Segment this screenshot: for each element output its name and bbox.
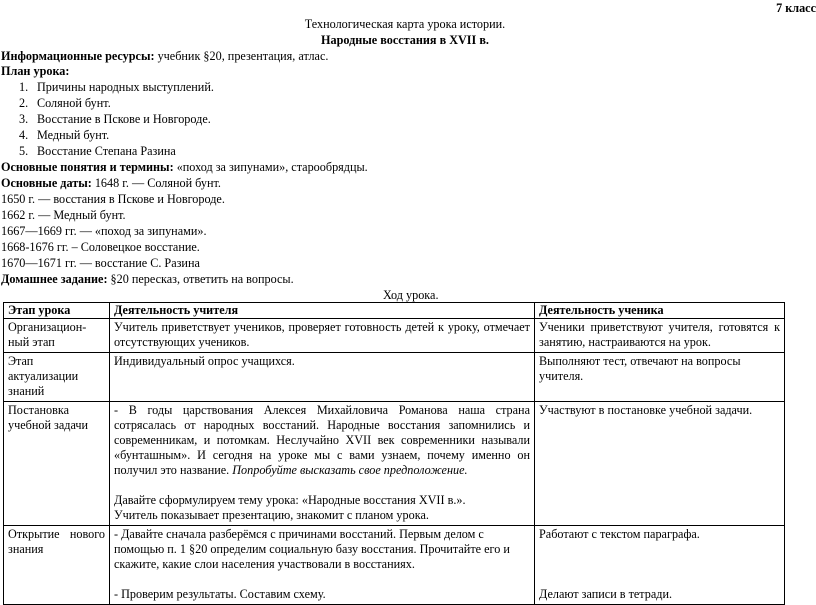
- teacher-text: - Давайте сначала разберёмся с причинами восстаний. Первым делом с помощью п. 1 §20 определим социальную базу восстания. Прочитайте его и скажите, какие слои населения участвовали в восстаниях.: [114, 527, 510, 571]
- concepts-line: [1, 160, 368, 175]
- student-cell: Ученики приветствуют учителя, готовятся к занятию, настраиваются на урок.: [535, 319, 785, 353]
- stage-cell: Организацион-ный этап: [4, 319, 110, 353]
- concepts-label: Основные понятия и термины:: [1, 160, 174, 174]
- plan-item-number: 3.: [19, 112, 29, 126]
- date-entry: 1662 г. — Медный бунт.: [1, 208, 126, 222]
- plan-item-text: Медный бунт.: [37, 128, 110, 142]
- dates-label: Основные даты:: [1, 176, 92, 190]
- plan-item: [19, 112, 28, 127]
- plan-item-text: Соляной бунт.: [37, 96, 111, 110]
- teacher-presentation-text: Учитель показывает презентацию, знакомит с планом урока.: [114, 508, 429, 522]
- table-row: [4, 526, 785, 605]
- date-entry: 1667—1669 гг. — «поход за зипунами».: [1, 224, 207, 238]
- stage-cell: Этап актуализации знаний: [4, 353, 110, 402]
- student-cell: Выполняют тест, отвечают на вопросы учителя.: [535, 353, 785, 402]
- plan-item-text: Восстание Степана Разина: [37, 144, 176, 158]
- teacher-italic-text: Попробуйте высказать свое предположение.: [232, 463, 468, 477]
- student-cell: Участвуют в постановке учебной задачи.: [535, 402, 785, 526]
- date-entry: 1668-1676 гг. – Соловецкое восстание.: [1, 240, 200, 254]
- stage-cell: Постановка учебной задачи: [4, 402, 110, 526]
- student-cell: [535, 526, 785, 605]
- student-text: Работают с текстом параграфа.: [539, 527, 700, 541]
- teacher-cell: Учитель приветствует учеников, проверяет готовность детей к уроку, отмечает отсутствующих учеников.: [110, 319, 535, 353]
- teacher-topic-text: Давайте сформулируем тему урока: «Народные восстания XVII в.».: [114, 493, 466, 507]
- plan-item: [19, 128, 28, 143]
- teacher-main-text: - В годы царствования Алексея Михайловича Романова наша страна сотрясалась от народных восстаний. Народные восстания запомнились и современникам, и потомкам. Неслучайно XVII век современники называли «бунташным». И сегодня на уроке мы с вами узнаем, почему именно он получил это название.: [114, 403, 530, 477]
- plan-item-text: Восстание в Пскове и Новгороде.: [37, 112, 211, 126]
- teacher-cell: [110, 526, 535, 605]
- homework-value: §20 пересказ, ответить на вопросы.: [107, 272, 294, 286]
- plan-item: [19, 80, 28, 95]
- plan-item-number: 1.: [19, 80, 29, 94]
- date-entry: 1648 г. — Соляной бунт.: [91, 176, 221, 190]
- table-header-row: [4, 303, 785, 319]
- lesson-topic: Народные восстания в XVII в.: [321, 33, 489, 47]
- teacher-cell: Индивидуальный опрос учащихся.: [110, 353, 535, 402]
- stage-cell: Открытие нового знания: [4, 526, 110, 605]
- dates-line: [1, 176, 221, 191]
- header-stage: Этап урока: [4, 303, 110, 319]
- plan-item: [19, 96, 28, 111]
- table-row: [4, 319, 785, 353]
- date-entry: 1650 г. — восстания в Пскове и Новгороде.: [1, 192, 225, 206]
- document-title: Технологическая карта урока истории.: [304, 17, 506, 31]
- header-student: Деятельность ученика: [535, 303, 785, 319]
- plan-label: План урока:: [1, 64, 70, 78]
- homework-line: [1, 272, 294, 287]
- plan-item-number: 5.: [19, 144, 29, 158]
- plan-item-text: Причины народных выступлений.: [37, 80, 214, 94]
- resources-value: учебник §20, презентация, атлас.: [154, 49, 329, 63]
- concepts-value: «поход за зипунами», старообрядцы.: [173, 160, 368, 174]
- student-text: Делают записи в тетради.: [539, 587, 673, 601]
- resources-line: [1, 49, 328, 64]
- homework-label: Домашнее задание:: [1, 272, 108, 286]
- header-teacher: Деятельность учителя: [110, 303, 535, 319]
- lesson-table: [3, 302, 785, 605]
- teacher-cell: [110, 402, 535, 526]
- teacher-text: [114, 403, 530, 478]
- plan-item: [19, 144, 28, 159]
- plan-item-number: 2.: [19, 96, 29, 110]
- resources-label: Информационные ресурсы:: [1, 49, 155, 63]
- date-entry: 1670—1671 гг. — восстание С. Разина: [1, 256, 200, 270]
- teacher-text: - Проверим результаты. Составим схему.: [114, 587, 326, 601]
- grade-label: 7 класс: [776, 1, 816, 15]
- table-row: [4, 402, 785, 526]
- plan-item-number: 4.: [19, 128, 29, 142]
- table-caption: Ход урока.: [383, 288, 439, 302]
- table-row: [4, 353, 785, 402]
